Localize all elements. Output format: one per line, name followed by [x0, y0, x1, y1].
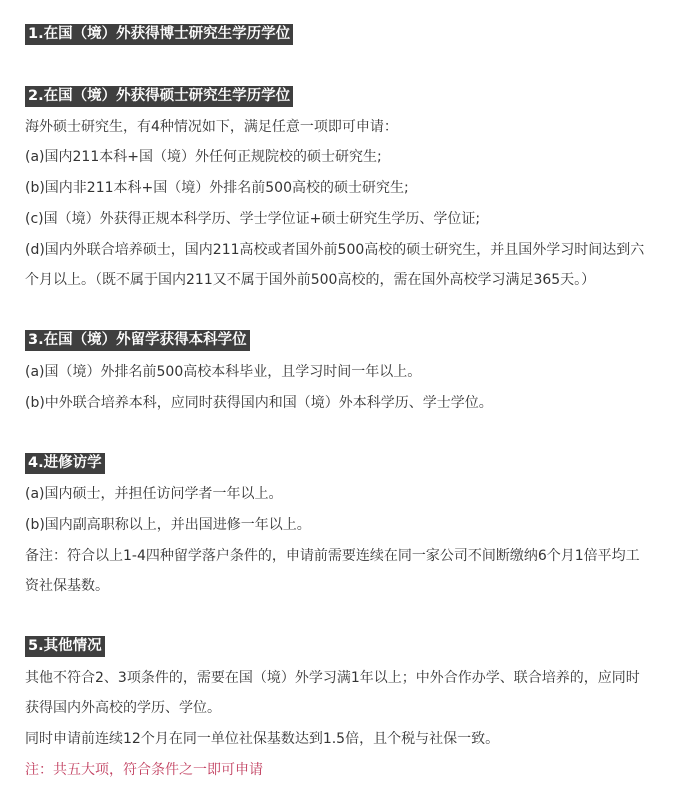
masters-intro: 海外硕士研究生，有4种情况如下，满足任意一项即可申请： — [25, 119, 398, 135]
masters-condition-a: (a)国内211本科+国（境）外任何正规院校的硕士研究生; — [25, 149, 382, 165]
bachelor-condition-b: (b)中外联合培养本科，应同时获得国内和国（境）外本科学历、学士学位。 — [25, 395, 493, 411]
masters-condition-d-line2: 个月以上。（既不属于国内211又不属于国外前500高校的，需在国外高校学习满足365天。） — [25, 272, 596, 288]
masters-condition-d-line1: (d)国内外联合培养硕士，国内211高校或者国外前500高校的硕士研究生，并且国外学习时间达到六 — [25, 242, 645, 258]
other-condition-line2: 获得国内外高校的学历、学位。 — [25, 700, 221, 716]
section-heading-doctorate: 1.在国（境）外获得博士研究生学历学位 — [25, 24, 293, 45]
masters-condition-b: (b)国内非211本科+国（境）外排名前500高校的硕士研究生; — [25, 180, 409, 196]
visiting-condition-b: (b)国内副高职称以上，并出国进修一年以上。 — [25, 517, 311, 533]
section-heading-other: 5.其他情况 — [25, 636, 105, 657]
visiting-remark-line2: 资社保基数。 — [25, 578, 109, 594]
section-heading-bachelor: 3.在国（境）外留学获得本科学位 — [25, 330, 250, 351]
section-heading-masters: 2.在国（境）外获得硕士研究生学历学位 — [25, 86, 293, 107]
visiting-remark-line1: 备注：符合以上1-4四种留学落户条件的，申请前需要连续在同一家公司不间断缴纳6个月1倍平均工 — [25, 548, 640, 564]
bachelor-condition-a: (a)国（境）外排名前500高校本科毕业，且学习时间一年以上。 — [25, 364, 422, 380]
visiting-condition-a: (a)国内硕士，并担任访问学者一年以上。 — [25, 486, 283, 502]
other-condition-line3: 同时申请前连续12个月在同一单位社保基数达到1.5倍，且个税与社保一致。 — [25, 731, 500, 747]
masters-condition-c: (c)国（境）外获得正规本科学历、学士学位证+硕士研究生学历、学位证; — [25, 211, 481, 227]
other-condition-line1: 其他不符合2、3项条件的，需要在国（境）外学习满1年以上；中外合作办学、联合培养的，应同时 — [25, 670, 640, 686]
footer-note: 注：共五大项，符合条件之一即可申请 — [25, 762, 263, 778]
section-heading-visiting-scholar: 4.进修访学 — [25, 453, 105, 474]
